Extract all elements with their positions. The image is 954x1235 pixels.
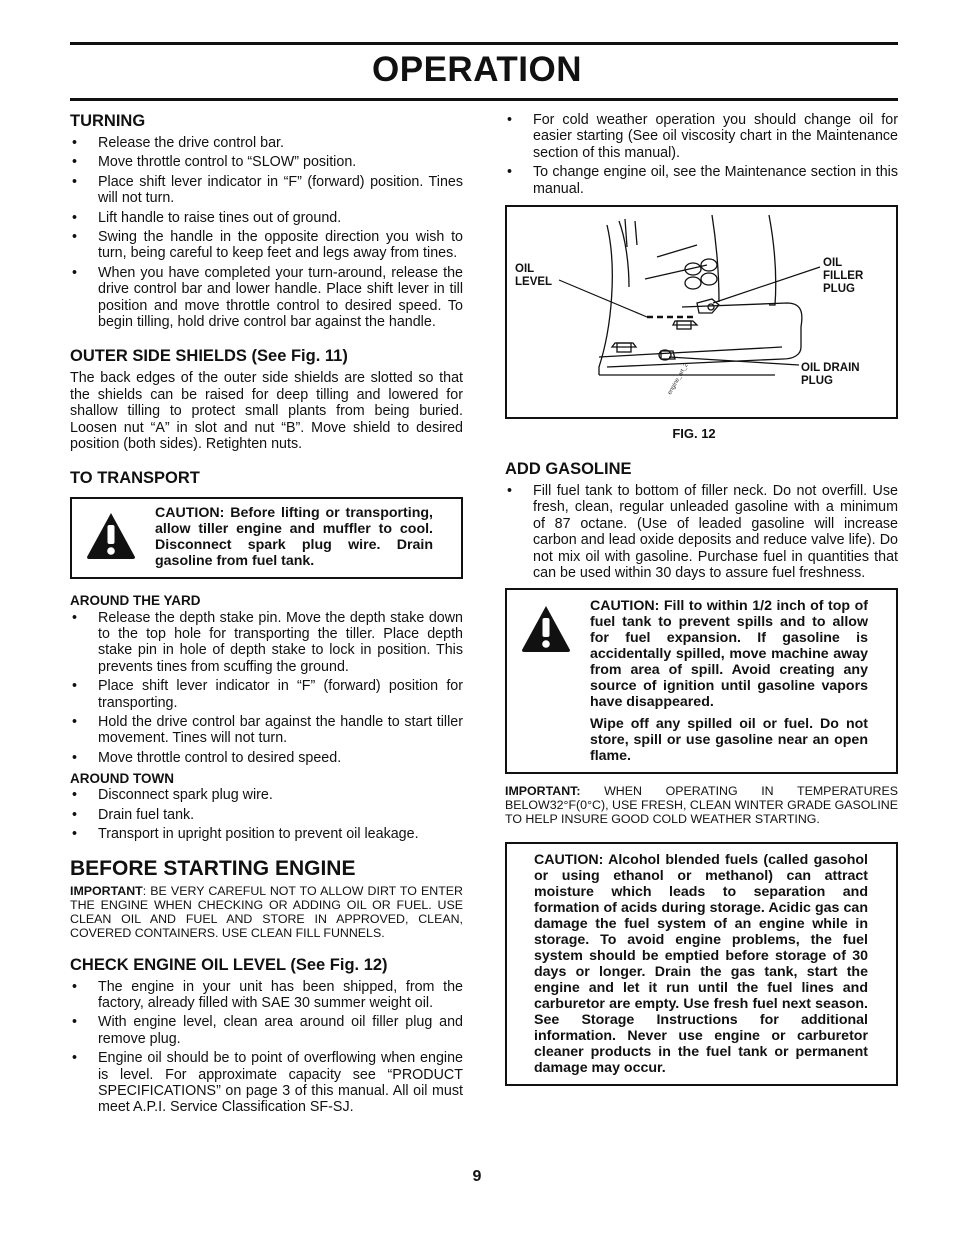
- shields-heading: OUTER SIDE SHIELDS (See Fig. 11): [70, 347, 348, 366]
- shields-body: The back edges of the outer side shields are slotted so that the shields can be raised for deep tilling and lowered for shallow tilling to protect small plants from being buried. Loosen nut “A” in slot and nut “B”. Move shield to desired position (both sides). Retighten nuts.: [70, 370, 463, 453]
- gasoline-heading: ADD GASOLINE: [505, 460, 632, 479]
- list-item: • Release the depth stake pin. Move the depth stake down to the top hole for transporting the tiller. Place depth stake pin in hole of depth stake to lock in position. This prevents tines from scuffing the ground.: [70, 610, 463, 676]
- list-item: • For cold weather operation you should change oil for easier starting (See oil viscosity chart in the Maintenance section of this manual).: [505, 112, 898, 161]
- gasoline-section: [505, 460, 898, 1086]
- oil-list-continued: [505, 112, 898, 197]
- before-start-section: [70, 857, 463, 940]
- warning-icon: [521, 604, 571, 654]
- important-label: IMPORTANT: [70, 883, 143, 898]
- list-item: • Release the drive control bar.: [70, 135, 463, 151]
- yard-list: [70, 610, 463, 767]
- figure-12: [505, 205, 898, 419]
- list-item: • With engine level, clean area around oil filler plug and remove plug.: [70, 1014, 463, 1047]
- important-label: IMPORTANT:: [505, 784, 581, 799]
- list-item: • Fill fuel tank to bottom of filler neck. Do not overfill. Use fresh, clean, regular unleaded gasoline with a minimum of 87 octane. (Use of leaded gasoline will increase carbon and lead oxide deposits and reduce valve life). Do not mix oil with gasoline. Purchase fuel in quantities that can be used within 30 days to assure fuel freshness.: [505, 483, 898, 581]
- list-item: • Move throttle control to desired speed.: [70, 750, 463, 766]
- left-column: [70, 112, 463, 1119]
- oil-level-label: OIL LEVEL: [515, 263, 553, 289]
- warning-icon: [86, 511, 136, 561]
- turning-heading: TURNING: [70, 112, 146, 130]
- list-item: • Transport in upright position to prevent oil leakage.: [70, 826, 463, 842]
- alcohol-caution-text: CAUTION: Alcohol blended fuels (called gasohol or using ethanol or methanol) can attract moisture which leads to separation and formation of acids during storage. Acidic gas can damage the fuel system of an engine while in storage. To avoid engine problems, the fuel system should be emptied before storage of 30 days or longer. Drain the gas tank, start the engine and let it run until the fuel lines and carburetor are empty. Use fresh fuel next season. See Storage Instructions for additional information. Never use engine or carburetor cleaner products in the fuel tank or permanent damage may occur.: [534, 852, 868, 1077]
- list-item: • The engine in your unit has been shipped, from the factory, already filled with SAE 30 summer weight oil.: [70, 979, 463, 1012]
- yard-heading: AROUND THE YARD: [70, 593, 201, 609]
- figure-caption: FIG. 12: [672, 426, 716, 442]
- transport-caution-text: CAUTION: Before lifting or transporting, allow tiller engine and muffler to cool. Disconnect spark plug wire. Drain gasoline from fuel tank.: [155, 505, 433, 570]
- list-item: • Lift handle to raise tines out of ground.: [70, 210, 463, 226]
- list-item: • Place shift lever indicator in “F” (forward) position for transporting.: [70, 678, 463, 711]
- list-item: • Swing the handle in the opposite direction you wish to turn, being careful to keep feet and legs away from tines.: [70, 229, 463, 262]
- page-number: 9: [472, 1168, 482, 1185]
- list-item: • Engine oil should be to point of overflowing when engine is level. For approximate capacity see “PRODUCT SPECIFICATIONS” on page 3 of this manual. All oil must meet A.P.I. Service Classification SF-SJ.: [70, 1050, 463, 1116]
- transport-section: [70, 469, 463, 842]
- cold-weather-important: [505, 784, 898, 826]
- important-text: : BE VERY CAREFUL NOT TO ALLOW DIRT TO ENTER THE ENGINE WHEN CHECKING OR ADDING OIL OR FUEL. USE CLEAN OIL AND FUEL AND STORE IN APPROVED, CLEAN, COVERED CONTAINERS. USE CLEAN FILL FUNNELS.: [70, 883, 463, 940]
- transport-heading: TO TRANSPORT: [70, 469, 200, 488]
- list-item: • Disconnect spark plug wire.: [70, 787, 463, 803]
- before-start-heading: BEFORE STARTING ENGINE: [70, 856, 356, 880]
- important-text: WHEN OPERATING IN TEMPERATURES BELOW32°F(0°C), USE FRESH, CLEAN WINTER GRADE GASOLINE TO HELP INSURE GOOD COLD WEATHER STARTING.: [505, 784, 898, 827]
- right-column: [505, 112, 898, 1086]
- list-item: • When you have completed your turn-around, release the drive control bar and lower handle. Place shift lever in till position and move throttle control to desired speed. To begin tilling, hold drive control bar against the handle.: [70, 265, 463, 331]
- shields-section: [70, 347, 463, 452]
- turning-list: [70, 135, 463, 330]
- town-heading: AROUND TOWN: [70, 771, 174, 787]
- turning-section: [70, 112, 463, 330]
- oil-section: [70, 956, 463, 1116]
- oil-drain-plug-label: OIL DRAIN PLUG: [801, 362, 860, 388]
- gasoline-list: [505, 483, 898, 581]
- before-start-important: [70, 884, 463, 940]
- list-item: • To change engine oil, see the Maintenance section in this manual.: [505, 164, 898, 197]
- fuel-caution-text: CAUTION: Fill to within 1/2 inch of top of fuel tank to prevent spills and to allow for fuel expansion. If gasoline is accidentally spilled, move machine away from area of spill. Avoid creating any source of ignition until gasoline vapors have disappeared.: [590, 598, 868, 711]
- list-item: • Drain fuel tank.: [70, 807, 463, 823]
- alcohol-fuel-caution-box: [505, 842, 898, 1086]
- transport-caution-box: [70, 497, 463, 579]
- list-item: • Hold the drive control bar against the handle to start tiller movement. Tines will not turn.: [70, 714, 463, 747]
- fuel-caution-text-2: Wipe off any spilled oil or fuel. Do not store, spill or use gasoline near an open flame.: [590, 716, 868, 765]
- oil-filler-plug-label: OIL FILLER PLUG: [823, 257, 864, 296]
- fuel-caution-box: [505, 588, 898, 774]
- list-item: • Place shift lever indicator in “F” (forward) position. Tines will not turn.: [70, 174, 463, 207]
- town-list: [70, 787, 463, 842]
- oil-heading: CHECK ENGINE OIL LEVEL (See Fig. 12): [70, 955, 388, 974]
- top-rule: [70, 42, 898, 45]
- page-title: OPERATION: [372, 50, 582, 89]
- list-item: • Move throttle control to “SLOW” position.: [70, 154, 463, 170]
- art-id-label: engine_art_2: [667, 362, 690, 397]
- oil-list: [70, 979, 463, 1116]
- title-rule: [70, 98, 898, 101]
